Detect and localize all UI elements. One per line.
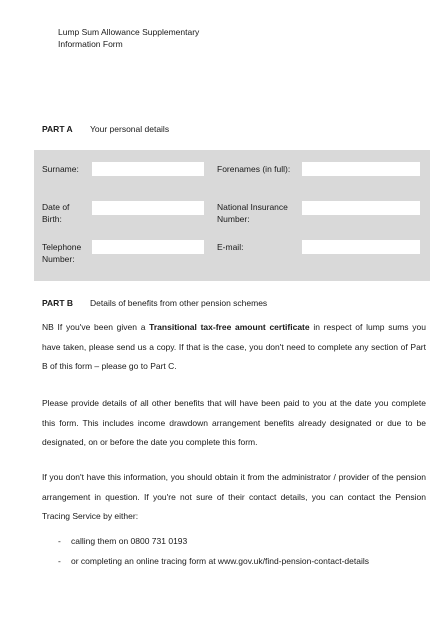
part-a-heading <box>42 124 169 134</box>
dob-label-line-1: Date of <box>42 202 70 212</box>
ni-input[interactable] <box>302 201 420 215</box>
ni-label-line-2: Number: <box>217 214 250 224</box>
part-b-code: PART B <box>42 298 74 308</box>
bullet-text: calling them on 0800 731 0193 <box>71 536 188 546</box>
benefits-details-paragraph: Please provide details of all other benefits that will have been paid to you at the date you complete this form. This includes income drawdown arrangement benefits already designated or due to be designated, on or before the date you complete this form. <box>42 398 426 447</box>
forenames-input[interactable] <box>302 162 420 176</box>
part-b-heading <box>42 298 267 308</box>
email-label: E-mail: <box>217 242 244 252</box>
ni-label <box>217 201 288 225</box>
dob-label-line-2: Birth: <box>42 214 62 224</box>
dob-label <box>42 201 69 225</box>
para1-post: in respect of lump sums you have taken, please send us a copy. If that is the case, you don't need to complete any section of Part B of this form – please go to Part C. <box>42 322 426 371</box>
email-input[interactable] <box>302 240 420 254</box>
surname-label: Surname: <box>42 164 79 174</box>
certificate-note-paragraph <box>42 318 426 377</box>
telephone-input[interactable] <box>92 240 204 254</box>
certificate-name: Transitional tax-free amount certificate <box>149 322 310 332</box>
para1-pre: NB If you've been given a <box>42 322 150 332</box>
part-a-code: PART A <box>42 124 73 134</box>
title-line-1: Lump Sum Allowance Supplementary <box>58 27 200 37</box>
ni-label-line-1: National Insurance <box>217 202 288 212</box>
part-b-title: Details of benefits from other pension schemes <box>90 298 268 308</box>
tracing-service-paragraph: If you don't have this information, you should obtain it from the administrator / provider of the pension arrangement in question. If you're not sure of their contact details, you can contact the Pension Tracing Service by either: <box>42 472 426 521</box>
form-header-title <box>58 26 258 50</box>
forenames-label: Forenames (in full): <box>217 164 291 174</box>
telephone-label-line-2: Number: <box>42 254 75 264</box>
personal-details-panel <box>34 150 430 281</box>
bullet-dash: - <box>58 556 61 566</box>
bullet-dash: - <box>58 536 61 546</box>
bullet-item-phone <box>58 535 187 547</box>
telephone-label-line-1: Telephone <box>42 242 82 252</box>
dob-input[interactable] <box>92 201 204 215</box>
bullet-text: or completing an online tracing form at www.gov.uk/find-pension-contact-details <box>71 556 369 566</box>
title-line-2: Information Form <box>58 39 123 49</box>
bullet-item-online-form <box>58 555 369 567</box>
part-a-title: Your personal details <box>90 124 170 134</box>
surname-input[interactable] <box>92 162 204 176</box>
telephone-label <box>42 241 81 265</box>
